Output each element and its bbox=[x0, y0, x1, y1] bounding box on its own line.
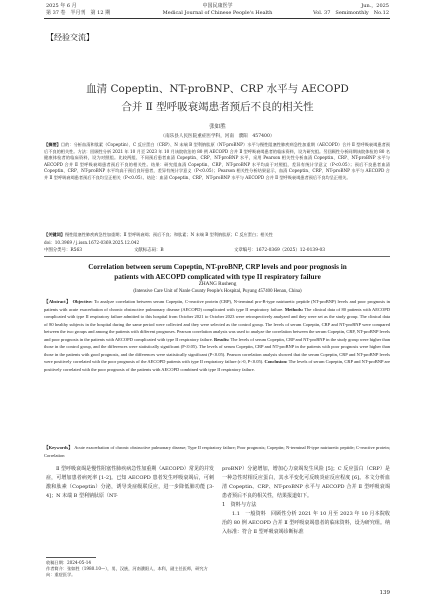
body-left-column bbox=[46, 465, 214, 547]
footnote bbox=[46, 560, 214, 578]
header-rule bbox=[44, 18, 390, 19]
body-paragraph: Ⅱ 型呼吸衰竭是慢性阻塞性肺疾病急性加重期（AECOPD）常见的并发症，可增加患者病死率 [1-2]。已知 AECOPD 患者发生呼吸衰竭后，可刺激和肽素（Copeptin）分泌，诱导炎症级联反应，进一步降低肺功能 [3-4]；N 末端 B 型利钠肽原（NT- bbox=[46, 466, 214, 499]
cn-abstract-text: 目的：分析血清和肽素（Copeptin）、C 反应蛋白（CRP）、N 末端 B 型利钠肽原（NT-proBNP）水平与慢性阻塞性肺疾病急性加重期（AECOPD）合并 Ⅱ 型呼吸衰竭患者预后不良的相关性。方法：回顾性分析 2021 年 10 月至 2023 年 10 月该院收治的 80 例 AECOPD 合并 Ⅱ 型呼吸衰竭患者的临床资料，设为研究组。另回顾性分析同期该院体检的 80 名健康体检者的临床资料，设为对照组。比较两组、不同预后患者血清 Copeptin、CRP、NT-proBNP 水平，采用 Pearson 相关性分析血清 Copeptin、CRP、NT-proBNP 水平与 AECOPD 合并 Ⅱ 型呼吸衰竭患者预后不良的相关性。结果：研究组血清 Copeptin、CRP、NT-proBNP 水平均高于对照组，差异有统计学意义（P<0.05）；预后不良患者血清 Copeptin、CRP、NT-proBNP 水平均高于预后良好患者，差异有统计学意义（P<0.05）；Pearson 相关性分析结果显示，血清 Copeptin、CRP、NT-proBNP 水平与 AECOPD 合并 Ⅱ 型呼吸衰竭患者预后不良均呈正相关（P<0.05）。结论：血清 Copeptin、CRP、NT-proBNP 水平与 AECOPD 合并 Ⅱ 型呼吸衰竭患者预后不良均呈正相关。 bbox=[44, 142, 390, 180]
cn-class-number: 中图分类号：R563 bbox=[44, 248, 83, 253]
cn-title-line2: 合并 Ⅱ 型呼吸衰竭患者预后不良的相关性 bbox=[121, 101, 314, 113]
en-title-line1: Correlation between serum Copeptin, NT-proBNP, CRP levels and poor prognosis in bbox=[88, 263, 347, 271]
en-title-line2: patients with AECOPD complicated with type II respiratory failure bbox=[114, 273, 321, 281]
header-volume-cn: 第 37 卷 半月刊 第 12 期 bbox=[46, 10, 111, 16]
en-keywords bbox=[44, 444, 390, 460]
cn-keywords bbox=[44, 232, 390, 239]
cn-affiliation: （南乐县人民医院重症医学科，河南 濮阳 457400） bbox=[160, 134, 275, 139]
en-results-label: Results: bbox=[213, 336, 230, 342]
header-date-cn: 2025 年 6 月 bbox=[46, 3, 77, 9]
body-paragraph bbox=[222, 510, 390, 537]
cn-abstract bbox=[44, 142, 390, 231]
cn-keywords-label: 【关键词】 bbox=[44, 232, 65, 237]
cn-doc-code: 文献标志码：B bbox=[134, 248, 164, 253]
section-heading: 1 资料与方法 bbox=[222, 502, 257, 508]
footnote-rule bbox=[46, 557, 96, 558]
cn-author: 张如胜 bbox=[209, 124, 226, 130]
cn-article-number: 文章编号：1672-0369（2025）12-0139-03 bbox=[234, 248, 326, 253]
body-right-column bbox=[222, 465, 390, 593]
en-abstract bbox=[44, 298, 390, 439]
en-abstract-label: 【Abstract】 bbox=[44, 299, 72, 304]
cn-doi[interactable]: doi：10.3969 / j.issn.1672-0369.2025.12.042 bbox=[44, 240, 140, 245]
en-conclusion-text: The levels of serum Copeptin, CRP and NT-proBNP are positively correlated with the poor prognosis of the patients with AECOPD combined with type II respiratory failure. bbox=[44, 359, 390, 372]
header-journal-cn: 中国民康医学 bbox=[202, 3, 233, 9]
subsection-heading: 1.1 一般资料 bbox=[232, 511, 266, 517]
running-header-line1 bbox=[46, 3, 389, 9]
abstract-divider bbox=[44, 256, 390, 257]
page-number: 139 bbox=[379, 590, 390, 596]
en-results-text: The levels of serum Copeptin, CRP and NT-proBNP in the study group were higher than those in the control group, and the differences were statistically significant (P<0.05). The levels of serum Copeptin, CRP and NT-proBNP in the patients with poor prognosis were higher than those in the patients with good prognosis, and the differences were statistically significant (P<0.05). Pearson correlation analysis showed that the serum Copeptin, CRP and NT-proBNP levels were positively correlated with the poor prognosis of the AECOPD patients with type II respiratory failure (r>0, P<0.05). bbox=[44, 336, 390, 364]
cn-keywords-text: 慢性阻塞性肺疾病急性加重期；Ⅱ 型呼吸衰竭；预后不良；和肽素；N 末端 B 型利钠肽原；C 反应蛋白；相关性 bbox=[64, 232, 273, 237]
footnote-author-bio: 作者简介：张如胜（1980.10—），男，汉族，河南濮阳人，本科，副主任医师，研究方向：重症医学。 bbox=[46, 566, 208, 577]
body-paragraph-continued: proBNP）分泌增加，增加心力衰竭发生风险 [5]；C 反应蛋白（CRP）是一种急性时相反应蛋白，其水平变化可反映炎症反应程度 [6]。本文分析血清 Copeptin、CRP、NT-proBNP 水平与 AECOPD 合并 Ⅱ 型呼吸衰竭患者预后不良的相关性，结果报道如下。 bbox=[222, 466, 390, 499]
en-objective-label: Objective: bbox=[72, 299, 93, 304]
cn-abstract-label: 【摘要】 bbox=[44, 142, 61, 147]
cn-classification-row bbox=[44, 248, 390, 255]
en-objective-text: To analyze correlation between serum Copeptin, C-reactive protein (CRP), N-terminal pro-B-type natriuretic peptide (NT-proBNP) levels and poor prognosis in patients with acute exacerbation of chronic obstructive pulmonary disease (AECOPD) complicated with type II respiratory failure. bbox=[44, 299, 390, 312]
en-keywords-text: Acute exacerbation of chronic obstructive pulmonary disease; Type II respiratory failure; Poor prognosis; Copeptin; N-terminal B-type natriuretic peptide; C-reactive protein; Correlation bbox=[44, 445, 390, 458]
footnote-received: 收稿日期：2024-05-14 bbox=[46, 560, 92, 565]
section-tag: 【经验交流】 bbox=[46, 33, 94, 42]
en-conclusion-label: Conclusion: bbox=[264, 359, 288, 364]
running-header-line2 bbox=[46, 10, 389, 16]
en-methods-text: The clinical data of 80 patients with AECOPD complicated with type II respiratory failure admitted to this hospital from October 2021 to October 2023 were retrospectively analyzed and they were set as the study group. The clinical data of 80 healthy subjects in the hospital during the same period were collected and they were selected as the control group. The levels of serum Copeptin, CRP and NT-proBNP were compared between the two groups and among the patients with different prognoses. Pearson correlation analysis was used to analyze the correlation between the serum Copeptin, CRP, NT-proBNP levels and poor prognosis in the patients with AECOPD complicated with type II respiratory failure. bbox=[44, 306, 390, 342]
header-date-en: Jun.，2025 bbox=[361, 3, 389, 9]
header-volume-en: Vol. 37 Semimonthly No.12 bbox=[313, 10, 389, 16]
en-affiliation: (Intensive Care Unit of Nanle County People's Hospital, Puyang 457400 Henan, China) bbox=[133, 289, 302, 294]
en-author: ZHANG Rusheng bbox=[198, 281, 237, 287]
cn-title-line1: 血清 Copeptin、NT-proBNP、CRP 水平与 AECOPD bbox=[86, 83, 349, 95]
header-journal-en: Medical Journal of Chinese People's Health bbox=[162, 10, 273, 16]
body-paragraph-text: 回顾性分析 2021 年 10 月至 2023 年 10 月本院收治的 80 例 AECOPD 合并 Ⅱ 型呼吸衰竭患者的临床资料，设为研究组。纳入标准：符合 Ⅱ 型呼吸衰竭诊断标准 bbox=[222, 511, 390, 535]
en-keywords-label: 【Keywords】 bbox=[44, 445, 73, 450]
en-methods-label: Methods: bbox=[284, 306, 304, 312]
